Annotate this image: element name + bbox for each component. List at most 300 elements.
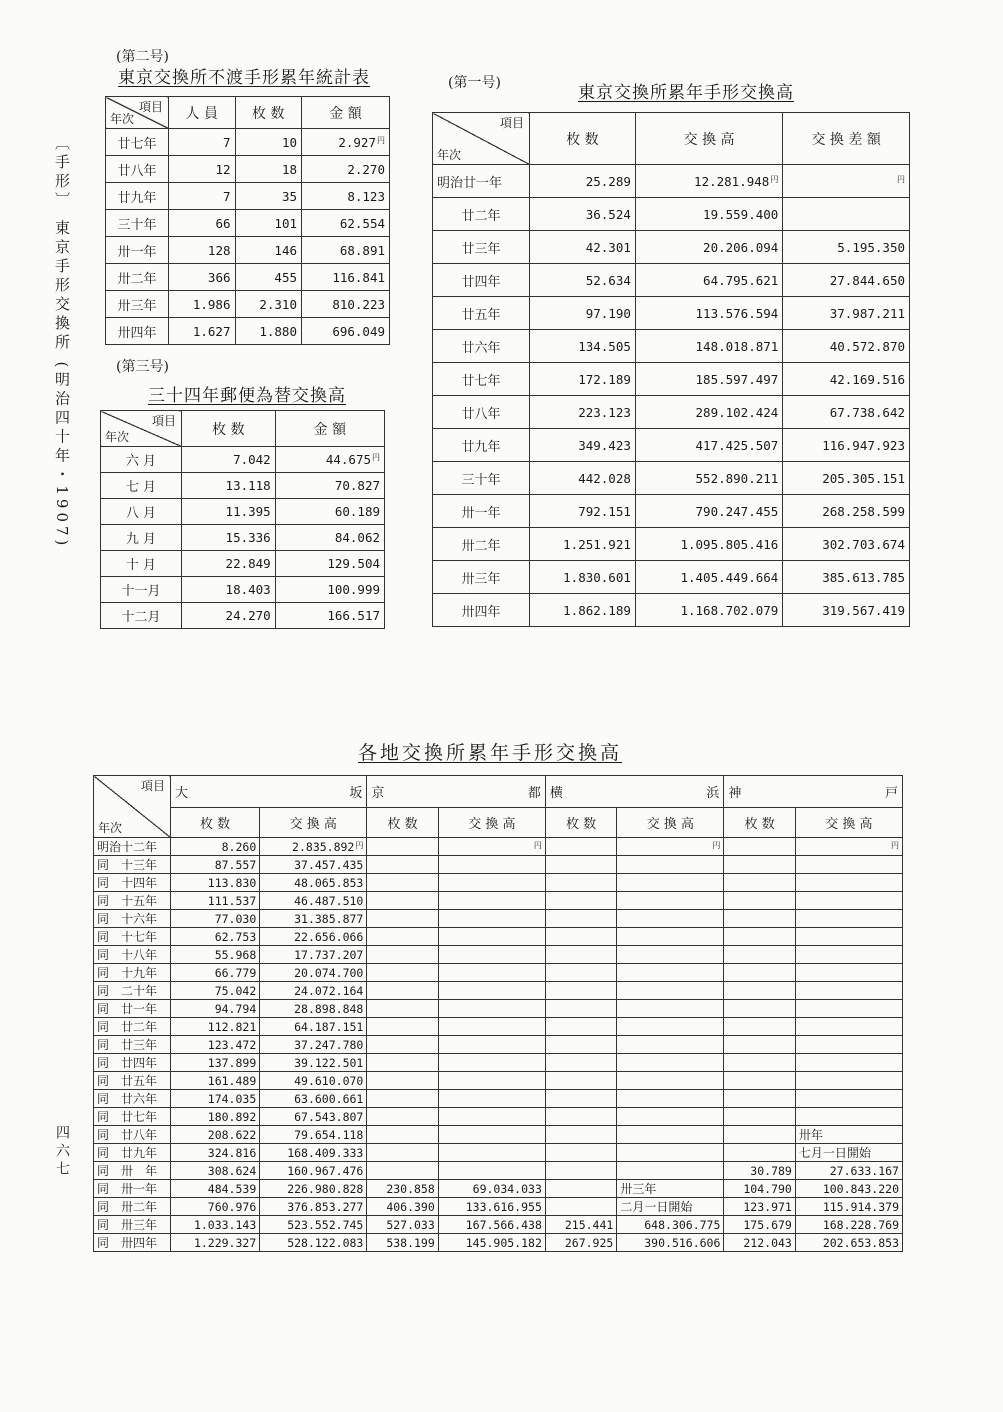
osaka-amount-cell: 79.654.118	[260, 1126, 367, 1144]
count-cell: 36.524	[530, 198, 636, 231]
kyoto-count-cell	[367, 946, 438, 964]
table2-title: 東京交換所不渡手形累年統計表	[118, 68, 370, 88]
yokohama-count-cell	[545, 982, 616, 1000]
kobe-amount-cell	[795, 928, 902, 946]
kobe-amount-cell	[795, 946, 902, 964]
kyoto-amount-cell	[438, 982, 545, 1000]
osaka-count-cell: 87.557	[171, 856, 260, 874]
row-label: 卅一年	[433, 495, 530, 528]
row-label: 同 卅四年	[94, 1234, 171, 1252]
kyoto-count-cell	[367, 1162, 438, 1180]
kyoto-amount-cell	[438, 964, 545, 982]
row-label: 明治十二年	[94, 838, 171, 856]
kyoto-amount-cell	[438, 1090, 545, 1108]
table-row	[94, 1072, 903, 1090]
kyoto-amount-cell	[438, 1126, 545, 1144]
kobe-count-cell: 212.043	[724, 1234, 795, 1252]
count-cell: 15.336	[182, 525, 276, 551]
count-cell: 455	[235, 264, 302, 291]
table-row	[94, 874, 903, 892]
yokohama-count-cell: 267.925	[545, 1234, 616, 1252]
row-label: 十 月	[101, 551, 182, 577]
amount-cell: $2.927^円$	[302, 129, 390, 156]
table2-corner: 項目 年次	[106, 97, 169, 129]
table-row	[101, 525, 385, 551]
city-header-kyoto: 京 都	[367, 776, 546, 808]
kyoto-amount-cell	[438, 1036, 545, 1054]
table-row	[94, 856, 903, 874]
yokohama-count-cell: 215.441	[545, 1216, 616, 1234]
count-cell: 42.301	[530, 231, 636, 264]
osaka-amount-cell: 37.247.780	[260, 1036, 367, 1054]
table1-corner: 項目 年次	[433, 113, 530, 165]
kobe-amount-cell	[795, 1090, 902, 1108]
row-label: 卅二年	[433, 528, 530, 561]
osaka-amount-cell: 22.656.066	[260, 928, 367, 946]
osaka-count-cell: 1.033.143	[171, 1216, 260, 1234]
row-label: 同 十六年	[94, 910, 171, 928]
table1-header: 枚 数	[530, 113, 636, 165]
row-label: 同 十四年	[94, 874, 171, 892]
osaka-count-cell: 75.042	[171, 982, 260, 1000]
amount-cell: 166.517	[275, 603, 384, 629]
yokohama-count-cell	[545, 838, 616, 856]
osaka-count-cell: 308.624	[171, 1162, 260, 1180]
table3-header: 金 額	[275, 411, 384, 447]
kobe-count-cell	[724, 964, 795, 982]
table-row	[106, 237, 390, 264]
sub-header-amount: 交 換 高	[260, 808, 367, 838]
start-note: 二月一日開始	[617, 1198, 724, 1216]
kobe-amount-cell	[795, 856, 902, 874]
page-number: 四六七	[54, 1125, 70, 1179]
row-label: 八 月	[101, 499, 182, 525]
yokohama-count-cell	[545, 1054, 616, 1072]
kobe-amount-cell: 27.633.167	[795, 1162, 902, 1180]
table-row	[106, 318, 390, 345]
sub-header-count: 枚 数	[724, 808, 795, 838]
row-label: 卅四年	[433, 594, 530, 627]
row-label: 廿八年	[106, 156, 169, 183]
kyoto-count-cell	[367, 892, 438, 910]
kyoto-count-cell	[367, 1072, 438, 1090]
table-row	[94, 964, 903, 982]
amount-cell: 810.223	[302, 291, 390, 318]
yokohama-amount-cell	[617, 1072, 724, 1090]
people-cell: 7	[169, 129, 236, 156]
count-cell: 24.270	[182, 603, 276, 629]
yokohama-count-cell	[545, 1090, 616, 1108]
kobe-count-cell	[724, 1126, 795, 1144]
kyoto-amount-cell	[438, 1054, 545, 1072]
row-label: 同 卅 年	[94, 1162, 171, 1180]
count-cell: 101	[235, 210, 302, 237]
count-cell: 35	[235, 183, 302, 210]
kyoto-count-cell	[367, 856, 438, 874]
amount-cell: 8.123	[302, 183, 390, 210]
kobe-count-cell: 30.789	[724, 1162, 795, 1180]
osaka-count-cell: 324.816	[171, 1144, 260, 1162]
count-cell: 25.289	[530, 165, 636, 198]
count-cell: 442.028	[530, 462, 636, 495]
osaka-amount-cell: 37.457.435	[260, 856, 367, 874]
count-cell: 11.395	[182, 499, 276, 525]
page-header-vertical: 〔手形〕 東京手形交換所 (明治四十年・1907)	[53, 135, 71, 550]
count-cell: 52.634	[530, 264, 636, 297]
kyoto-count-cell	[367, 982, 438, 1000]
table-row	[94, 1144, 903, 1162]
kyoto-amount-cell	[438, 928, 545, 946]
table-row	[433, 561, 910, 594]
amount-cell: 113.576.594	[635, 297, 782, 330]
count-cell: 349.423	[530, 429, 636, 462]
row-label: 同 卅二年	[94, 1198, 171, 1216]
table-row	[106, 183, 390, 210]
yokohama-amount-cell	[617, 910, 724, 928]
yokohama-count-cell	[545, 1180, 616, 1198]
count-cell: 1.251.921	[530, 528, 636, 561]
kobe-amount-cell	[795, 964, 902, 982]
row-label: 九 月	[101, 525, 182, 551]
osaka-amount-cell: 168.409.333	[260, 1144, 367, 1162]
kobe-amount-cell	[795, 838, 902, 856]
amount-cell: 2.270	[302, 156, 390, 183]
kobe-count-cell	[724, 1090, 795, 1108]
diff-cell: 37.987.211	[783, 297, 910, 330]
row-label: 卅二年	[106, 264, 169, 291]
row-label: 十二月	[101, 603, 182, 629]
table-row	[101, 577, 385, 603]
sub-header-count: 枚 数	[545, 808, 616, 838]
yokohama-amount-cell	[617, 838, 724, 856]
yokohama-count-cell	[545, 856, 616, 874]
table-row	[106, 156, 390, 183]
osaka-amount-cell: 523.552.745	[260, 1216, 367, 1234]
osaka-amount-cell: $2.835.892^円$	[260, 838, 367, 856]
count-cell: 172.189	[530, 363, 636, 396]
osaka-count-cell: 62.753	[171, 928, 260, 946]
kyoto-count-cell	[367, 838, 438, 856]
row-label: 同 廿三年	[94, 1036, 171, 1054]
sub-header-amount: 交 換 高	[795, 808, 902, 838]
osaka-count-cell: 123.472	[171, 1036, 260, 1054]
kobe-count-cell: 123.971	[724, 1198, 795, 1216]
table1	[432, 112, 910, 627]
kyoto-count-cell	[367, 910, 438, 928]
count-cell: 18	[235, 156, 302, 183]
row-label: 廿五年	[433, 297, 530, 330]
row-label: 廿六年	[433, 330, 530, 363]
osaka-count-cell: 113.830	[171, 874, 260, 892]
osaka-amount-cell: 376.853.277	[260, 1198, 367, 1216]
people-cell: 12	[169, 156, 236, 183]
row-label: 卅三年	[106, 291, 169, 318]
table3-header: 枚 数	[182, 411, 276, 447]
row-label: 同 十九年	[94, 964, 171, 982]
kobe-amount-cell	[795, 892, 902, 910]
row-label: 同 廿八年	[94, 1126, 171, 1144]
row-label: 同 廿六年	[94, 1090, 171, 1108]
table1-header: 交 換 高	[635, 113, 782, 165]
osaka-count-cell: 1.229.327	[171, 1234, 260, 1252]
table-row	[94, 1198, 903, 1216]
yen-unit: 円	[377, 135, 385, 145]
kobe-count-cell	[724, 1144, 795, 1162]
kobe-amount-cell	[795, 1054, 902, 1072]
table2-header: 金 額	[302, 97, 390, 129]
row-label: 同 廿五年	[94, 1072, 171, 1090]
amount-cell: 1.168.702.079	[635, 594, 782, 627]
kyoto-amount-cell	[438, 1108, 545, 1126]
osaka-amount-cell: 28.898.848	[260, 1000, 367, 1018]
yokohama-count-cell	[545, 1000, 616, 1018]
amount-cell: 60.189	[275, 499, 384, 525]
table2-caption: (第二号)	[116, 49, 169, 65]
start-note: 七月一日開始	[795, 1144, 902, 1162]
kobe-amount-cell	[795, 1018, 902, 1036]
count-cell: 13.118	[182, 473, 276, 499]
row-label: 卅三年	[433, 561, 530, 594]
osaka-count-cell: 208.622	[171, 1126, 260, 1144]
people-cell: 7	[169, 183, 236, 210]
yokohama-amount-cell	[617, 1108, 724, 1126]
yokohama-amount-cell	[617, 1054, 724, 1072]
diff-cell: 40.572.870	[783, 330, 910, 363]
table-row	[433, 594, 910, 627]
row-label: 廿九年	[106, 183, 169, 210]
diff-cell: 5.195.350	[783, 231, 910, 264]
kyoto-count-cell	[367, 1018, 438, 1036]
osaka-amount-cell: 528.122.083	[260, 1234, 367, 1252]
row-label: 六 月	[101, 447, 182, 473]
diff-cell	[783, 165, 910, 198]
city-header-osaka: 大 坂	[171, 776, 367, 808]
table2-header: 人 員	[169, 97, 236, 129]
amount-cell: $44.675^円$	[275, 447, 384, 473]
amount-cell: 1.405.449.664	[635, 561, 782, 594]
yokohama-amount-cell	[617, 946, 724, 964]
osaka-count-cell: 111.537	[171, 892, 260, 910]
table3-corner: 項目 年次	[101, 411, 182, 447]
table-row	[94, 1018, 903, 1036]
count-cell: 10	[235, 129, 302, 156]
yen-unit: 円	[770, 174, 779, 184]
amount-cell: 84.062	[275, 525, 384, 551]
amount-cell: 417.425.507	[635, 429, 782, 462]
yokohama-count-cell	[545, 1144, 616, 1162]
kyoto-amount-cell: 69.034.033	[438, 1180, 545, 1198]
table-row	[433, 396, 910, 429]
amount-cell: 68.891	[302, 237, 390, 264]
kyoto-amount-cell: 145.905.182	[438, 1234, 545, 1252]
osaka-count-cell: 8.260	[171, 838, 260, 856]
osaka-amount-cell: 226.980.828	[260, 1180, 367, 1198]
row-label: 廿三年	[433, 231, 530, 264]
table-row	[433, 198, 910, 231]
osaka-amount-cell: 46.487.510	[260, 892, 367, 910]
osaka-amount-cell: 39.122.501	[260, 1054, 367, 1072]
kyoto-count-cell	[367, 1036, 438, 1054]
table-row	[433, 231, 910, 264]
osaka-count-cell: 180.892	[171, 1108, 260, 1126]
count-cell: 22.849	[182, 551, 276, 577]
city-header-yokohama: 横 浜	[545, 776, 724, 808]
amount-cell: 62.554	[302, 210, 390, 237]
table-cities	[93, 775, 903, 1252]
kyoto-amount-cell	[438, 874, 545, 892]
table-row	[106, 291, 390, 318]
table-row	[94, 1090, 903, 1108]
row-label: 卅四年	[106, 318, 169, 345]
table2	[105, 96, 390, 345]
diff-cell: 319.567.419	[783, 594, 910, 627]
yokohama-count-cell	[545, 1126, 616, 1144]
table-row	[433, 330, 910, 363]
yen-unit: 円	[533, 840, 542, 850]
yokohama-amount-cell	[617, 982, 724, 1000]
count-cell: 1.830.601	[530, 561, 636, 594]
table-row	[433, 297, 910, 330]
yokohama-count-cell	[545, 1018, 616, 1036]
count-cell: 18.403	[182, 577, 276, 603]
count-cell: 1.862.189	[530, 594, 636, 627]
yokohama-amount-cell	[617, 928, 724, 946]
table1-caption: (第一号)	[448, 75, 501, 91]
osaka-count-cell: 66.779	[171, 964, 260, 982]
table-row	[433, 528, 910, 561]
row-label: 同 十三年	[94, 856, 171, 874]
yokohama-count-cell	[545, 946, 616, 964]
kobe-amount-cell: 115.914.379	[795, 1198, 902, 1216]
city-header-kobe: 神 戸	[724, 776, 903, 808]
osaka-count-cell: 161.489	[171, 1072, 260, 1090]
row-label: 同 廿四年	[94, 1054, 171, 1072]
osaka-count-cell: 174.035	[171, 1090, 260, 1108]
diff-cell: 42.169.516	[783, 363, 910, 396]
row-label: 廿八年	[433, 396, 530, 429]
count-cell: 792.151	[530, 495, 636, 528]
yokohama-amount-cell	[617, 1036, 724, 1054]
osaka-count-cell: 137.899	[171, 1054, 260, 1072]
yokohama-count-cell	[545, 874, 616, 892]
row-label: 同 二十年	[94, 982, 171, 1000]
osaka-amount-cell: 24.072.164	[260, 982, 367, 1000]
amount-cell: 185.597.497	[635, 363, 782, 396]
table-row	[101, 603, 385, 629]
kyoto-amount-cell: 133.616.955	[438, 1198, 545, 1216]
kobe-amount-cell	[795, 1000, 902, 1018]
yokohama-amount-cell	[617, 1018, 724, 1036]
kyoto-count-cell: 406.390	[367, 1198, 438, 1216]
row-label: 廿七年	[433, 363, 530, 396]
table-row	[101, 551, 385, 577]
kyoto-amount-cell	[438, 838, 545, 856]
osaka-amount-cell: 64.187.151	[260, 1018, 367, 1036]
amount-cell: 20.206.094	[635, 231, 782, 264]
table-row	[433, 495, 910, 528]
row-label: 同 廿一年	[94, 1000, 171, 1018]
kobe-count-cell	[724, 1000, 795, 1018]
table-row	[106, 264, 390, 291]
kobe-amount-cell: 100.843.220	[795, 1180, 902, 1198]
kobe-count-cell: 175.679	[724, 1216, 795, 1234]
osaka-amount-cell: 20.074.700	[260, 964, 367, 982]
amount-cell: 790.247.455	[635, 495, 782, 528]
table2-header: 枚 数	[235, 97, 302, 129]
yokohama-count-cell	[545, 1072, 616, 1090]
row-label: 卅一年	[106, 237, 169, 264]
yokohama-count-cell	[545, 1198, 616, 1216]
osaka-count-cell: 112.821	[171, 1018, 260, 1036]
kobe-count-cell	[724, 874, 795, 892]
count-cell: 146	[235, 237, 302, 264]
table-row	[101, 473, 385, 499]
kyoto-count-cell: 538.199	[367, 1234, 438, 1252]
kobe-count-cell	[724, 928, 795, 946]
amount-cell: 70.827	[275, 473, 384, 499]
table-row	[94, 928, 903, 946]
yokohama-amount-cell	[617, 1162, 724, 1180]
table3-title: 三十四年郵便為替交換高	[148, 386, 346, 406]
yokohama-amount-cell	[617, 892, 724, 910]
amount-cell: 552.890.211	[635, 462, 782, 495]
table-row	[106, 129, 390, 156]
table-row	[101, 499, 385, 525]
yen-unit: 円	[372, 453, 380, 462]
table-row	[101, 447, 385, 473]
row-label: 同 十五年	[94, 892, 171, 910]
amount-cell: 148.018.871	[635, 330, 782, 363]
table-row	[94, 1000, 903, 1018]
yen-unit: 円	[355, 840, 364, 850]
table3-caption: (第三号)	[116, 359, 169, 375]
row-label: 明治廿一年	[433, 165, 530, 198]
count-cell: 7.042	[182, 447, 276, 473]
row-label: 同 十七年	[94, 928, 171, 946]
amount-cell: 100.999	[275, 577, 384, 603]
people-cell: 128	[169, 237, 236, 264]
osaka-amount-cell: 31.385.877	[260, 910, 367, 928]
table-row	[106, 210, 390, 237]
start-note: 卅三年	[617, 1180, 724, 1198]
kobe-count-cell	[724, 1054, 795, 1072]
row-label: 同 十八年	[94, 946, 171, 964]
kobe-count-cell	[724, 1072, 795, 1090]
amount-cell: 64.795.621	[635, 264, 782, 297]
row-label: 七 月	[101, 473, 182, 499]
kyoto-count-cell	[367, 1090, 438, 1108]
yokohama-amount-cell	[617, 856, 724, 874]
kobe-amount-cell	[795, 1072, 902, 1090]
yokohama-amount-cell	[617, 1126, 724, 1144]
kobe-amount-cell	[795, 910, 902, 928]
kyoto-amount-cell	[438, 1000, 545, 1018]
table-row	[94, 946, 903, 964]
kobe-amount-cell: 202.653.853	[795, 1234, 902, 1252]
count-cell: 2.310	[235, 291, 302, 318]
osaka-count-cell: 484.539	[171, 1180, 260, 1198]
count-cell: 1.880	[235, 318, 302, 345]
table-row	[94, 1108, 903, 1126]
yen-unit: 円	[897, 174, 905, 184]
start-note: 卅年	[795, 1126, 902, 1144]
row-label: 同 卅一年	[94, 1180, 171, 1198]
people-cell: 366	[169, 264, 236, 291]
yen-unit: 円	[712, 840, 721, 850]
kyoto-amount-cell	[438, 1018, 545, 1036]
kyoto-count-cell	[367, 1000, 438, 1018]
amount-cell: $12.281.948^円$	[635, 165, 782, 198]
